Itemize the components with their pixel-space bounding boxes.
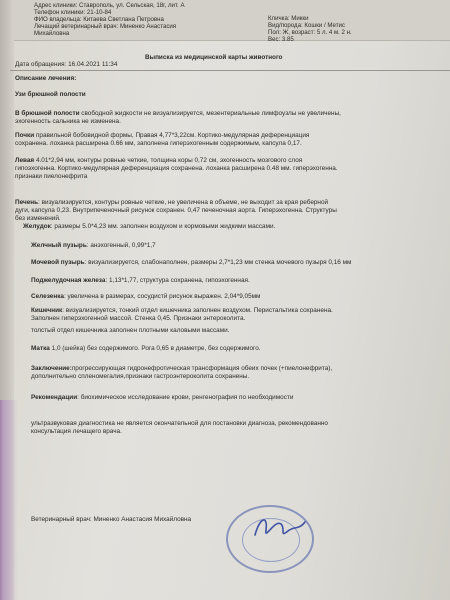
pet-weight: Вес: 3.85 bbox=[268, 36, 294, 43]
finding-label: Почки bbox=[15, 132, 35, 139]
finding-line bbox=[15, 157, 302, 165]
finding-text: : анэхогенный, 0,99*1,7 bbox=[86, 242, 156, 249]
finding-line bbox=[31, 307, 333, 315]
document-title: Выписка из медицинской карты животного bbox=[145, 54, 283, 61]
finding-text: гипоэхогенна. Кортико-медулярная деференциация сохранена. лоханка расширена 0.48 мм. гиперэхогенна. bbox=[15, 165, 338, 173]
finding-line bbox=[31, 428, 122, 436]
finding-label: В брюшной полости bbox=[15, 110, 80, 117]
finding-line bbox=[15, 110, 341, 118]
finding-label: Мочевой пузырь bbox=[31, 259, 85, 266]
signature-line: Ветеринарный врач: Миненко Анастасия Михайловна bbox=[31, 516, 192, 523]
finding-line bbox=[15, 215, 61, 223]
page-edge bbox=[0, 400, 18, 600]
clinic-phone: Телефон клиники: 21-10-84 bbox=[34, 9, 112, 16]
finding-line bbox=[15, 199, 328, 207]
finding-line bbox=[15, 207, 337, 215]
finding-text: эхогенность сальника не изменена. bbox=[15, 118, 121, 126]
finding-line bbox=[31, 327, 229, 335]
vet-name: Лечащий ветеринарный врач: Миненко Анастасия bbox=[34, 23, 177, 30]
finding-text: правильной бобовидной формы, Правая 4,77*3,22см. Кортико-медулярная деференциация bbox=[34, 132, 310, 139]
finding-text: консультация лечащего врача. bbox=[31, 428, 122, 436]
finding-label: Левая bbox=[15, 157, 35, 164]
finding-line bbox=[31, 345, 261, 353]
finding-line bbox=[31, 259, 351, 267]
finding-line bbox=[23, 223, 275, 231]
handwritten-signature bbox=[250, 511, 308, 545]
finding-text: признаки пиелонефрита bbox=[15, 173, 88, 181]
finding-line bbox=[31, 242, 156, 250]
vet-name-continued: Михайловна bbox=[34, 30, 70, 37]
finding-line bbox=[15, 140, 302, 148]
finding-label: Желчный пузырь bbox=[31, 242, 87, 249]
finding-text: : размеры 5.0*4,23 мм. заполнен воздухом и кормовыми жидкими массами. bbox=[50, 223, 276, 230]
finding-text: : визуализируется, слабонаполнен, размеры 2,7*1,23 мм стенка мочевого пузыря 0,16 мм bbox=[84, 259, 352, 266]
finding-label: Рекомендации bbox=[31, 394, 78, 401]
finding-label: Желудок bbox=[23, 223, 51, 230]
finding-label: Матка bbox=[31, 345, 50, 352]
finding-line bbox=[31, 420, 328, 428]
finding-text: : визуализируется, тонкий отдел кишечника заполнен воздухом. Перистальтика сохранена. bbox=[62, 307, 333, 314]
finding-label: Поджелудочная железа bbox=[31, 277, 106, 284]
finding-label: Кишечник bbox=[31, 307, 63, 314]
owner-name: ФИО владельца: Китаева Светлана Петровна bbox=[34, 16, 164, 23]
clinic-address: Адрес клиники: Ставрополь, ул. Сельская, 18г, лит. А bbox=[34, 2, 185, 9]
ultrasound-title: Узи брюшной полости bbox=[15, 91, 86, 98]
finding-label: Заключение: bbox=[31, 365, 72, 372]
finding-text: : увеличена в размерах, сосудистй рисунок выражен. 2,04*9,05мм bbox=[63, 293, 261, 300]
finding-line bbox=[15, 165, 338, 173]
finding-text: : визуализируется, контуры ровные четкие, не увеличена в объеме, не выходит за края реберной bbox=[38, 199, 329, 206]
finding-text: : 1,13*1,77, структура сохранена, гипоэхогенная. bbox=[105, 277, 250, 284]
visit-date: Дата обращения: 16.04.2021 11:34 bbox=[15, 61, 118, 68]
pet-species: Вид/порода: Кошки / Метис bbox=[268, 22, 345, 29]
finding-line bbox=[31, 293, 260, 301]
pet-sex-age: Пол: Ж, возраст: 5 л. 4 м. 2 н. bbox=[268, 29, 352, 36]
finding-text: ультразвуковая диагностика не является окончательной для постановки диагноза, рекомендованно bbox=[31, 420, 328, 427]
finding-text: 1,0 (шейка) без содержимого. Рога 0,65 в диаметре, без содержимого. bbox=[49, 345, 261, 352]
finding-text: Заполнен гиперэхогенной массой. Стенка 0,45. Признаки энтероколита. bbox=[31, 315, 246, 323]
finding-line bbox=[15, 118, 121, 126]
finding-text: дуги, капсула 0,23. Внутрипеченочный рисунок сохранен. 0,47 печеночная аорта. Гиперэхогенна. Структуры bbox=[15, 207, 337, 215]
finding-line bbox=[31, 365, 332, 373]
finding-text: прогрессирующая гидронефротическая трансформация обеих почек (+пиелонефрита), bbox=[71, 365, 333, 372]
finding-text: дополнительно спленомегалия,признаки гастроэнтероколита сохранены. bbox=[31, 373, 250, 381]
finding-text: сохранена. лоханка расширена 0.66 мм, заполнена гиперэхогенным содержимым, капсула 0,17. bbox=[15, 140, 302, 148]
finding-line bbox=[15, 132, 309, 140]
finding-line bbox=[15, 173, 87, 181]
finding-line bbox=[31, 277, 250, 285]
finding-text: свободной жидкости не визуализируется, мезентериальные лимфоузлы не увеличены, bbox=[79, 110, 341, 117]
pet-nickname: Кличка: Микки bbox=[268, 15, 309, 22]
section-title: Описание лечения: bbox=[15, 75, 77, 82]
finding-text: толстый отдел кишечника заполнен плотными каловыми массами. bbox=[31, 327, 230, 334]
finding-text: : биохимическое исследование крови, ренгенография по необходимости bbox=[77, 394, 294, 401]
finding-line bbox=[31, 315, 245, 323]
finding-line bbox=[31, 394, 293, 402]
divider bbox=[10, 70, 450, 71]
finding-label: Печень bbox=[15, 199, 39, 206]
finding-label: Селезенка bbox=[31, 293, 64, 300]
finding-text: 4.01*2,94 мм, контуры ровные четкие, толщина коры 0,72 см, эхогенность мозгового слоя bbox=[34, 157, 303, 164]
finding-text: без изменений. bbox=[15, 215, 61, 223]
finding-line bbox=[31, 373, 249, 381]
